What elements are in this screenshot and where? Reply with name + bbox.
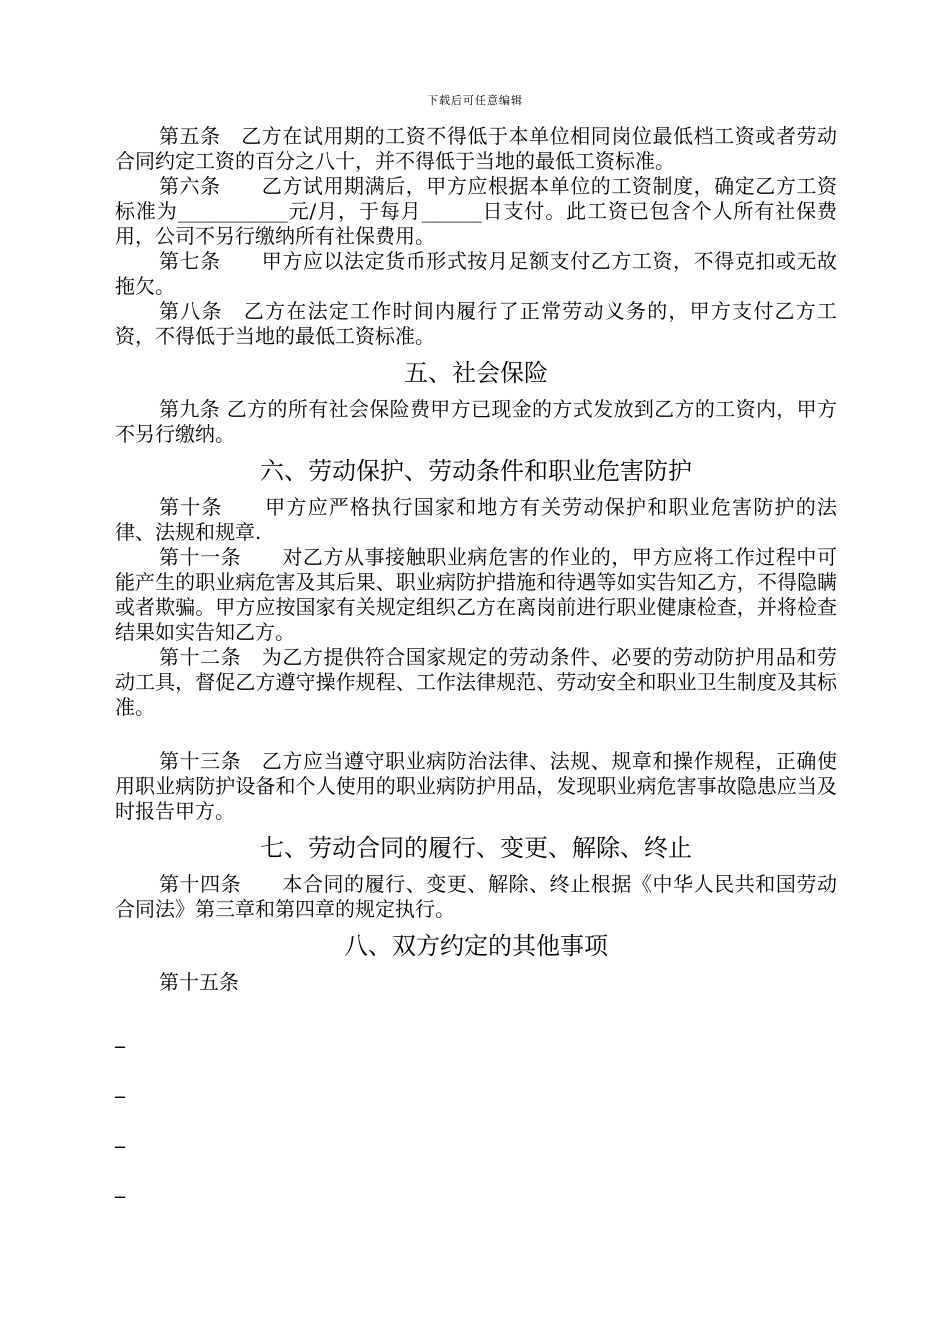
article-8: 第八条 乙方在法定工作时间内履行了正常劳动义务的，甲方支付乙方工资，不得低于当地的最低工资标准。	[115, 299, 837, 348]
article-11: 第十一条 对乙方从事接触职业病危害的作业的，甲方应将工作过程中可能产生的职业病危害及其后果、职业病防护措施和待遇等如实告知乙方，不得隐瞒或者欺骗。甲方应按国家有关规定组织乙方在离岗前进行职业健康检查，并将检查结果如实告知乙方。	[115, 545, 837, 644]
article-13: 第十三条 乙方应当遵守职业病防治法律、法规、规章和操作规程，正确使用职业病防护设备和个人使用的职业病防护用品，发现职业病危害事故隐患应当及时报告甲方。	[115, 749, 837, 823]
blank-line: _	[115, 1074, 125, 1098]
article-10: 第十条 甲方应严格执行国家和地方有关劳动保护和职业危害防护的法律、法规和规章.	[115, 495, 837, 544]
article-9: 第九条 乙方的所有社会保险费甲方已现金的方式发放到乙方的工资内，甲方不另行缴纳。	[115, 397, 837, 446]
document-body	[115, 124, 837, 1224]
blank-line: _	[115, 1174, 125, 1198]
article-12: 第十二条 为乙方提供符合国家规定的劳动条件、必要的劳动防护用品和劳动工具，督促乙方遵守操作规程、工作法律规范、劳动安全和职业卫生制度及其标准。	[115, 645, 837, 719]
spacer	[115, 720, 837, 749]
page-header: 下载后可任意编辑	[427, 94, 523, 107]
article-6: 第六条 乙方试用期满后，甲方应根据本单位的工资制度，确定乙方工资标准为___________元/月，于每月______日支付。此工资已包含个人所有社保费用，公司不另行缴纳所有社保费用。	[115, 174, 837, 248]
section-title-contract-performance: 七、劳动合同的履行、变更、解除、终止	[260, 834, 692, 862]
article-14: 第十四条 本合同的履行、变更、解除、终止根据《中华人民共和国劳动合同法》第三章和第四章的规定执行。	[115, 872, 837, 921]
section-title-other-matters: 八、双方约定的其他事项	[344, 932, 608, 960]
blank-line: _	[115, 1124, 125, 1148]
section-title-labor-protection: 六、劳动保护、劳动条件和职业危害防护	[260, 457, 692, 485]
article-5: 第五条 乙方在试用期的工资不得低于本单位相同岗位最低档工资或者劳动合同约定工资的百分之八十，并不得低于当地的最低工资标准。	[115, 124, 837, 173]
article-7: 第七条 甲方应以法定货币形式按月足额支付乙方工资，不得克扣或无故拖欠。	[115, 249, 837, 298]
article-15: 第十五条	[159, 970, 239, 994]
section-title-social-insurance: 五、社会保险	[404, 359, 548, 387]
blank-line: _	[115, 1024, 125, 1048]
